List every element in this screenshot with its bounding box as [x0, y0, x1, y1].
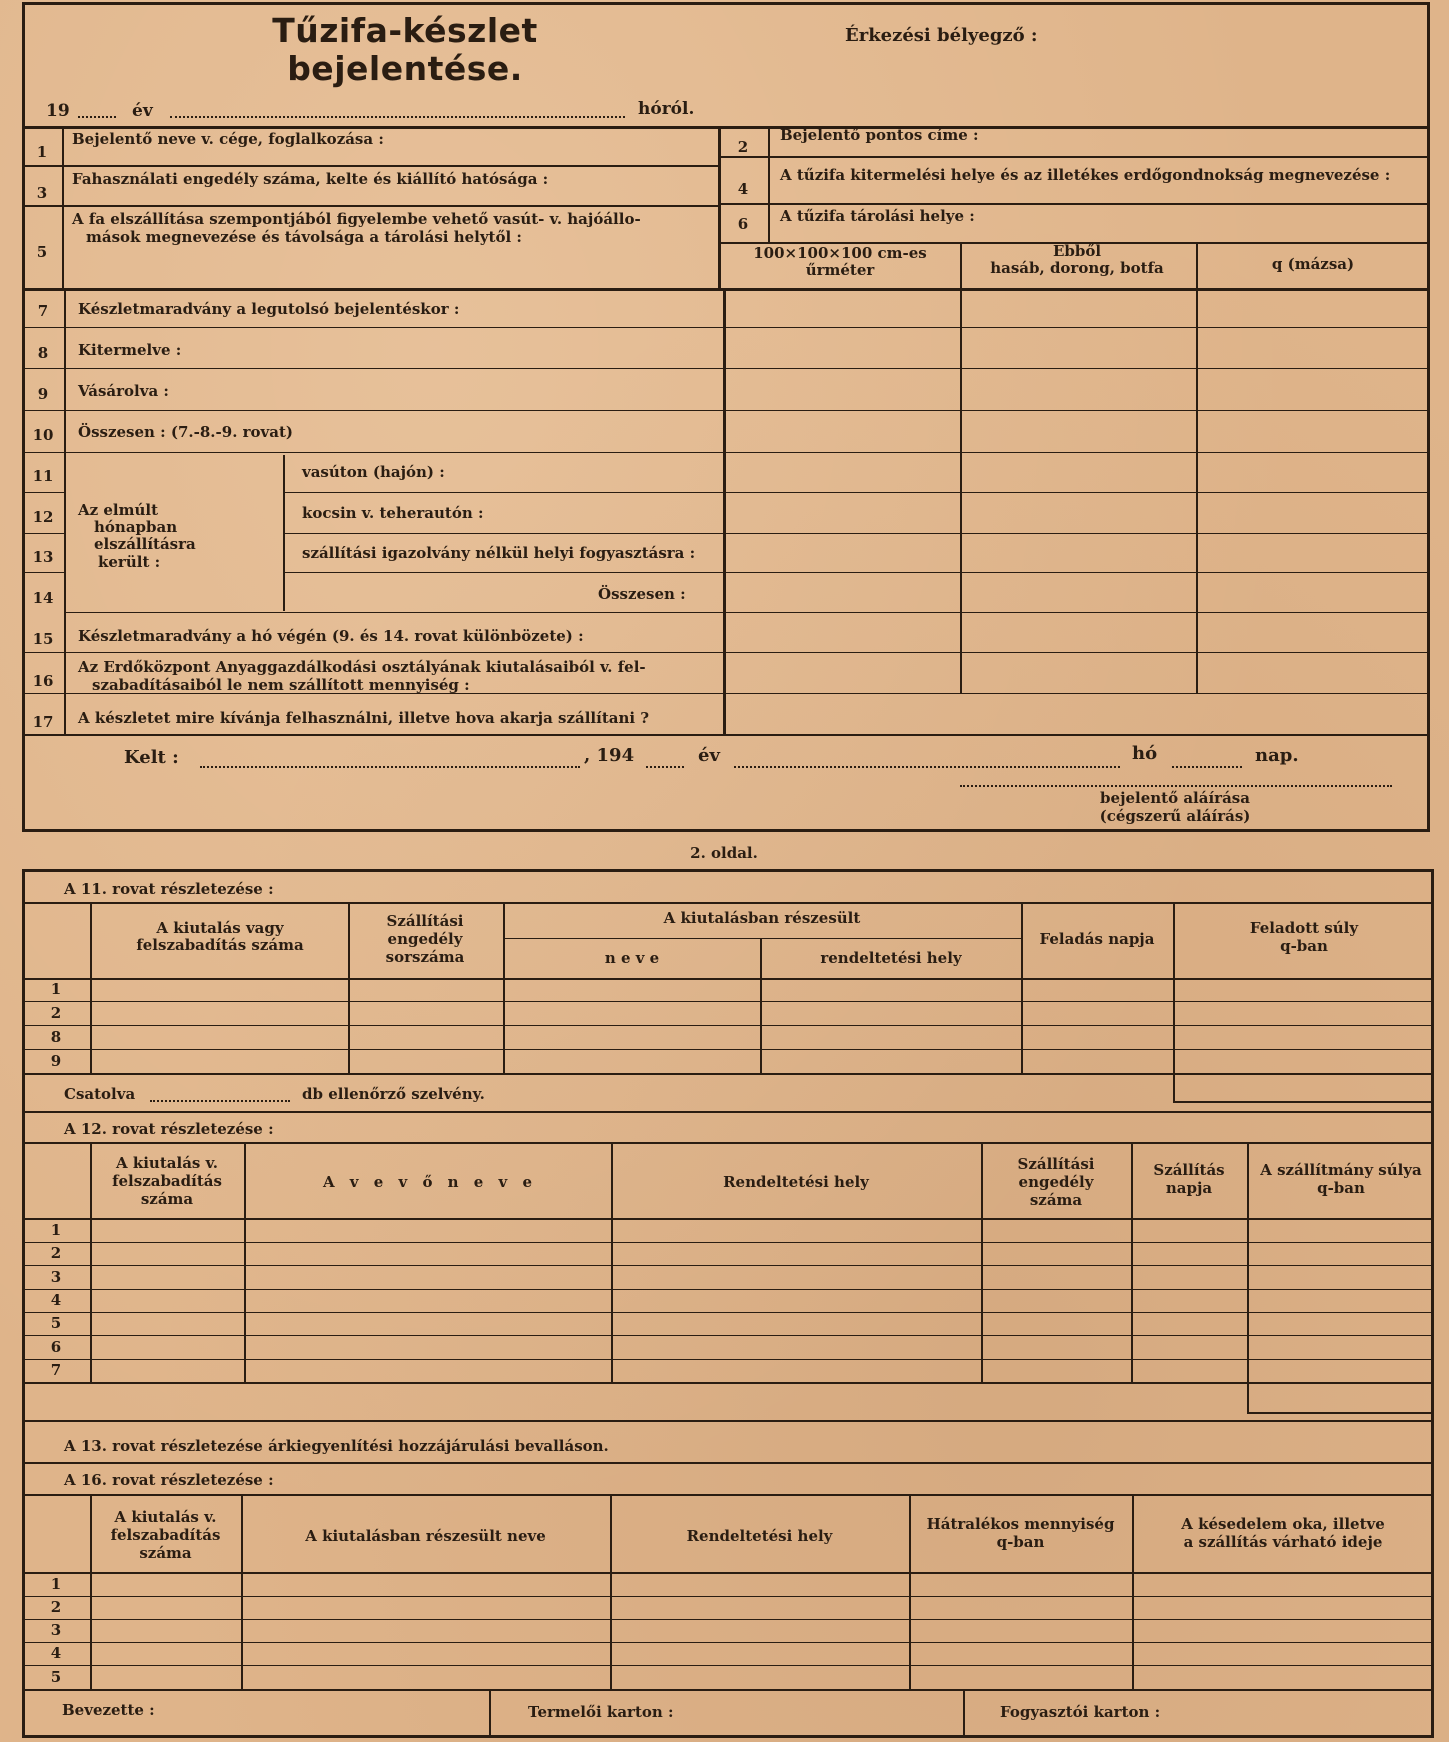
- stock-row-line-9: [22, 410, 1430, 411]
- footer-fogyasztoi: Fogyasztói karton :: [1000, 1703, 1161, 1721]
- stock-num-16: 16: [32, 672, 54, 690]
- sec12-h-rendeltetesi: Rendeltetési hely: [723, 1173, 869, 1191]
- info-line-1: [62, 165, 718, 167]
- stock-row-line-15: [22, 652, 1430, 653]
- stock-label-7: Készletmaradvány a legutolsó bejelentéskor :: [78, 300, 460, 318]
- stock-col-div-2: [1196, 288, 1198, 693]
- sec16-head-bottom: [22, 1572, 1434, 1574]
- num-line-13: [22, 572, 64, 573]
- sec12-row-line-4: [22, 1312, 1434, 1313]
- sec11-subhead-line: [503, 938, 1021, 939]
- sec11-head-bottom: [22, 978, 1434, 980]
- month-word: hóról.: [638, 99, 695, 119]
- sec11-h-szall-3: sorszáma: [385, 948, 465, 966]
- stock-num-15: 15: [32, 630, 54, 648]
- qty-col2-header-b: hasáb, dorong, botfa: [990, 259, 1164, 277]
- sec11-col-num: [90, 902, 92, 1073]
- stock-row-line-13: [283, 572, 1430, 573]
- stock-num-17: 17: [32, 713, 54, 731]
- stock-col-div-1: [960, 288, 962, 693]
- sec11-row-line-1: [22, 1001, 1434, 1002]
- page2-frame: [22, 869, 1434, 1738]
- stock-label-10: Összesen : (7.-8.-9. rovat): [78, 423, 294, 441]
- signature-field[interactable]: [960, 785, 1392, 787]
- sec12-row-line-5: [22, 1335, 1434, 1336]
- stock-num-13: 13: [32, 548, 54, 566]
- stock-num-14: 14: [32, 589, 54, 607]
- sec16-row-line-1: [22, 1596, 1434, 1597]
- sec11-h-rendeltetesi: rendeltetési hely: [820, 949, 962, 967]
- field-label-1: Bejelentő neve v. cége, foglalkozása :: [72, 130, 384, 148]
- sec16-row-4: 4: [50, 1644, 62, 1662]
- stock-label-17: A készletet mire kívánja felhasználni, illetve hova akarja szállítani ?: [78, 709, 650, 727]
- sec11-h-szall-1: Szállítási: [386, 912, 464, 930]
- field-label-4: A tűzifa kitermelési helye és az illetékes erdőgondnokság megnevezése :: [780, 166, 1391, 184]
- qty-col2-header-a: Ebből: [1052, 242, 1102, 260]
- sec12-h-eng-2: engedély: [1018, 1173, 1094, 1191]
- sec12-row-7: 7: [50, 1361, 62, 1379]
- sec13-top-line: [22, 1420, 1434, 1422]
- stock-num-col: [64, 288, 66, 734]
- num-line-11: [22, 492, 64, 493]
- info-line-2: [768, 156, 1428, 158]
- field-label-3: Fahasználati engedély száma, kelte és kiállító hatósága :: [72, 170, 549, 188]
- stock-row-line-10: [22, 452, 1430, 453]
- sec12-row-line-6: [22, 1359, 1434, 1360]
- sec12-h-eng-3: száma: [1029, 1191, 1083, 1209]
- sec12-head-bottom: [22, 1218, 1434, 1220]
- stock-bottom-line: [22, 734, 1430, 736]
- stock-label-12: kocsin v. teherautón :: [302, 504, 484, 522]
- year-field[interactable]: [78, 116, 116, 118]
- stock-num-11: 11: [32, 467, 54, 485]
- shipped-group-l1: Az elmúlt: [78, 501, 159, 519]
- sec12-row-line-2: [22, 1265, 1434, 1266]
- sec16-h-keses-1: A késedelem oka, illetve: [1181, 1515, 1385, 1533]
- stock-num-7: 7: [37, 302, 49, 320]
- sec12-h-suly-1: A szállítmány súlya: [1260, 1161, 1422, 1179]
- stock-label-16a: Az Erdőközpont Anyaggazdálkodási osztályának kiutalásaiból v. fel-: [78, 658, 646, 676]
- sec16-h-kiut-3: száma: [139, 1544, 192, 1562]
- sec16-row-line-2: [22, 1619, 1434, 1620]
- sec13-bottom-line: [22, 1462, 1434, 1464]
- sec12-h-napja-1: Szállítás: [1153, 1161, 1225, 1179]
- stock-label-14: Összesen :: [598, 585, 686, 603]
- sec16-h-hatr-2: q-ban: [996, 1533, 1045, 1551]
- sec11-row-line-2: [22, 1025, 1434, 1026]
- kelt-year-field[interactable]: [646, 766, 684, 768]
- field-label-2: Bejelentő pontos címe :: [780, 126, 979, 144]
- num-sep-1: [22, 165, 62, 167]
- sec12-row-1: 1: [50, 1221, 62, 1239]
- kelt-month-field[interactable]: [734, 766, 1120, 768]
- stock-label-13: szállítási igazolvány nélkül helyi fogyasztásra :: [302, 544, 696, 562]
- field-num-2: 2: [737, 138, 749, 156]
- sec16-col-1: [241, 1494, 243, 1689]
- stock-label-divider: [723, 288, 726, 734]
- sec16-row-line-3: [22, 1642, 1434, 1643]
- stock-label-15: Készletmaradvány a hó végén (9. és 14. rovat különbözete) :: [78, 627, 584, 645]
- sec12-row-5: 5: [50, 1314, 62, 1332]
- num-line-12: [22, 533, 64, 534]
- stock-row-line-14: [64, 612, 1430, 613]
- sec16-row-3: 3: [50, 1621, 62, 1639]
- sec11-top-line: [22, 902, 1434, 904]
- form-title-line2: bejelentése.: [287, 49, 523, 88]
- sec11-h-neve: n e v e: [604, 949, 660, 967]
- shipped-group-l3: elszállításra: [94, 535, 196, 553]
- sec11-col-2: [503, 902, 505, 1073]
- info-top-line: [22, 126, 1430, 129]
- info-line-4: [768, 203, 1428, 205]
- info-line-3: [62, 205, 718, 207]
- sec12-row-4: 4: [50, 1291, 62, 1309]
- field-num-6: 6: [737, 215, 749, 233]
- month-field[interactable]: [170, 116, 625, 118]
- stock-row-line-7: [22, 327, 1430, 328]
- shipped-group-l2: hónapban: [94, 518, 178, 536]
- sec12-bottom-line: [22, 1382, 1434, 1384]
- sec11-row-4: 9: [50, 1052, 62, 1070]
- qty-col1-header-a: 100×100×100 cm-es: [753, 244, 927, 262]
- sec12-top-line: [22, 1142, 1434, 1144]
- sec16-h-hatr-1: Hátralékos mennyiség: [926, 1515, 1115, 1533]
- kelt-ev: év: [698, 745, 720, 766]
- num-sep-4: [718, 203, 768, 205]
- qty-header-div-2: [1196, 242, 1198, 289]
- kelt-day-field[interactable]: [1172, 766, 1242, 768]
- footer-div-2: [963, 1689, 965, 1738]
- info-right-num-col: [768, 126, 770, 242]
- sec16-row-5: 5: [50, 1668, 62, 1686]
- info-left-num-col: [62, 126, 64, 289]
- num-sep-3: [22, 205, 62, 207]
- sec16-h-rendeltetesi: Rendeltetési hely: [686, 1527, 833, 1545]
- footer-termeloi: Termelői karton :: [528, 1703, 674, 1721]
- attached-count-field[interactable]: [150, 1100, 290, 1102]
- sec12-total-line: [1247, 1412, 1434, 1414]
- field-label-5b: mások megnevezése és távolsága a tárolási helytől :: [86, 228, 522, 246]
- year-prefix: 19: [46, 101, 70, 121]
- attached-suffix: db ellenőrző szelvény.: [302, 1085, 485, 1103]
- page2-label: 2. oldal.: [690, 844, 758, 862]
- sec16-col-2: [610, 1494, 612, 1689]
- stock-label-9: Vásárolva :: [78, 382, 169, 400]
- kelt-place-field[interactable]: [200, 766, 580, 768]
- sec13-title: A 13. rovat részletezése árkiegyenlítési hozzájárulási bevalláson.: [64, 1437, 609, 1455]
- num-sep-2: [718, 156, 768, 158]
- sec12-h-kiut-2: felszabadítás: [112, 1172, 222, 1190]
- sec11-h-szall-2: engedély: [387, 930, 463, 948]
- field-num-1: 1: [36, 143, 48, 161]
- signature-caption-2: (cégszerű aláírás): [1099, 807, 1251, 825]
- sec16-h-nev: A kiutalásban részesült neve: [305, 1527, 546, 1545]
- sec16-bottom-line: [22, 1689, 1434, 1691]
- sec11-row-3: 8: [50, 1028, 62, 1046]
- kelt-year-prefix: , 194: [584, 745, 635, 766]
- sec16-title: A 16. rovat részletezése :: [64, 1471, 274, 1489]
- year-word: év: [132, 101, 153, 121]
- stock-label-11: vasúton (hajón) :: [302, 463, 445, 481]
- stock-num-10: 10: [32, 426, 54, 444]
- sec12-h-suly-2: q-ban: [1317, 1179, 1365, 1197]
- sec16-row-line-4: [22, 1665, 1434, 1666]
- stock-row-line-11: [283, 492, 1430, 493]
- form-title-line1: Tűzifa-készlet: [272, 11, 538, 50]
- kelt-ho: hó: [1132, 743, 1158, 764]
- sec16-h-kiut-2: felszabadítás: [110, 1526, 221, 1544]
- stock-label-8: Kitermelve :: [78, 341, 182, 359]
- shipped-group-l4: került :: [98, 553, 161, 571]
- qty-col1-header-b: űrméter: [805, 261, 875, 279]
- sec11-h-suly-1: Feladott súly: [1249, 919, 1359, 937]
- field-label-5a: A fa elszállítása szempontjából figyelembe vehető vasút- v. hajóállo-: [72, 210, 641, 228]
- sec12-title: A 12. rovat részletezése :: [64, 1120, 274, 1138]
- sec12-row-6: 6: [50, 1338, 62, 1356]
- sec11-h-reszesult: A kiutalásban részesült: [663, 909, 861, 927]
- qty-header-div-1: [960, 242, 962, 289]
- sec16-h-keses-2: a szállítás várható ideje: [1183, 1533, 1383, 1551]
- sec16-top-line: [22, 1494, 1434, 1496]
- attached-prefix: Csatolva: [64, 1085, 136, 1103]
- field-num-3: 3: [36, 184, 48, 202]
- sec12-h-eng-1: Szállítási: [1017, 1155, 1095, 1173]
- sec11-h-suly-2: q-ban: [1280, 937, 1328, 955]
- sec11-row-1: 1: [50, 980, 62, 998]
- kelt-nap: nap.: [1255, 745, 1299, 766]
- stock-num-8: 8: [37, 344, 49, 362]
- sec16-row-2: 2: [50, 1598, 62, 1616]
- sec11-bottom-line: [22, 1073, 1434, 1075]
- sec11-title: A 11. rovat részletezése :: [64, 880, 274, 898]
- sec12-top-border: [22, 1111, 1434, 1113]
- stock-top-line: [22, 288, 1430, 291]
- field-num-4: 4: [737, 180, 749, 198]
- sec11-total-line: [1173, 1101, 1434, 1103]
- field-label-6: A tűzifa tárolási helye :: [780, 207, 975, 225]
- arrival-stamp-label: Érkezési bélyegző :: [845, 25, 1038, 46]
- sec12-row-2: 2: [50, 1244, 62, 1262]
- stock-row-line-8: [22, 368, 1430, 369]
- footer-bevezette: Bevezette :: [62, 1701, 155, 1719]
- sec12-h-kiut-1: A kiutalás v.: [115, 1154, 219, 1172]
- qty-col3-header: q (mázsa): [1271, 255, 1355, 273]
- sec12-h-kiut-3: száma: [140, 1190, 194, 1208]
- stock-row-line-12: [283, 533, 1430, 534]
- sec12-row-line-1: [22, 1242, 1434, 1243]
- kelt-label: Kelt :: [124, 747, 179, 768]
- sec12-h-napja-2: napja: [1165, 1179, 1213, 1197]
- sec11-h-feladas: Feladás napja: [1039, 930, 1155, 948]
- sec12-row-line-3: [22, 1289, 1434, 1290]
- stock-num-12: 12: [32, 508, 54, 526]
- stock-num-9: 9: [37, 385, 49, 403]
- sec16-h-kiut-1: A kiutalás v.: [114, 1508, 217, 1526]
- sec11-h-kiutalas: A kiutalás vagy felszabadítás száma: [136, 919, 304, 954]
- field-num-5: 5: [36, 243, 48, 261]
- sec16-row-1: 1: [50, 1575, 62, 1593]
- sec11-col-4: [1021, 902, 1023, 1073]
- sec12-h-vevo: A v e v ő n e v e: [322, 1173, 533, 1191]
- footer-div-1: [489, 1689, 491, 1738]
- stock-label-16b: szabadításaiból le nem szállított mennyiség :: [92, 676, 470, 694]
- sec11-row-line-3: [22, 1049, 1434, 1050]
- signature-caption-1: bejelentő aláírása: [1100, 789, 1250, 807]
- sec11-row-2: 2: [50, 1004, 62, 1022]
- sec12-row-3: 3: [50, 1268, 62, 1286]
